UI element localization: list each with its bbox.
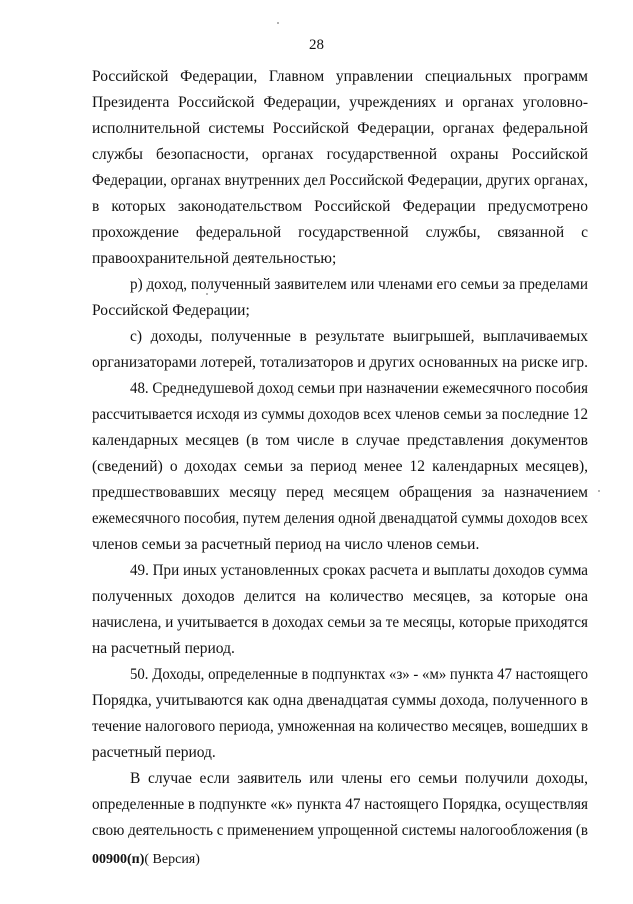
text-line: течение налогового периода, умноженная на количество месяцев, вошедших в: [92, 718, 588, 735]
text-line: рассчитывается исходя из суммы доходов всех членов семьи за последние 12: [92, 406, 588, 423]
page-number: 28: [309, 37, 324, 53]
text-line: Президента Российской Федерации, учреждениях и органах уголовно-: [92, 94, 588, 111]
text-line: начислена, и учитывается в доходах семьи за те месяцы, которые приходятся: [92, 614, 588, 631]
scan-speck: [277, 22, 279, 24]
text-line: Российской Федерации;: [92, 302, 250, 319]
document-code: 00900(п): [92, 852, 145, 867]
text-line: свою деятельность с применением упрощенной системы налогообложения (в: [92, 822, 588, 839]
text-line: расчетный период.: [92, 744, 216, 761]
text-line: ежемесячного пособия, путем деления одной двенадцатой суммы доходов всех: [92, 510, 588, 527]
text-line: предшествовавших месяцу перед месяцем обращения за назначением: [92, 484, 588, 501]
text-line: в которых законодательством Российской Федерации предусмотрено: [92, 198, 588, 215]
text-line: службы безопасности, органах государственной охраны Российской: [92, 146, 588, 163]
text-line: на расчетный период.: [92, 640, 235, 657]
text-line: Федерации, органах внутренних дел Российской Федерации, других органах,: [92, 172, 588, 189]
text-line: исполнительной системы Российской Федерации, органах федеральной: [92, 120, 588, 137]
document-body: [92, 64, 588, 844]
text-line: организаторами лотерей, тотализаторов и других основанных на риске игр.: [92, 354, 588, 371]
text-line: 48. Среднедушевой доход семьи при назначении ежемесячного пособия: [130, 380, 588, 397]
text-line: полученных доходов делится на количество месяцев, за которые она: [92, 588, 588, 605]
text-line: прохождение федеральной государственной службы, связанной с: [92, 224, 588, 241]
text-line: членов семьи за расчетный период на число членов семьи.: [92, 536, 480, 553]
document-footer: [92, 851, 200, 869]
text-line: с) доходы, полученные в результате выигрышей, выплачиваемых: [130, 328, 588, 345]
text-line: Российской Федерации, Главном управлении специальных программ: [92, 68, 588, 85]
text-line: правоохранительной деятельностью;: [92, 250, 337, 267]
text-line: 49. При иных установленных сроках расчета и выплаты доходов сумма: [130, 562, 588, 579]
text-line: (сведений) о доходах семьи за период менее 12 календарных месяцев),: [92, 458, 588, 475]
text-line: календарных месяцев (в том числе в случае представления документов: [92, 432, 588, 449]
text-line: р) доход, полученный заявителем или членами его семьи за пределами: [130, 276, 588, 293]
scan-speck: [206, 293, 208, 295]
scan-speck: [598, 490, 600, 492]
text-line: Порядка, учитываются как одна двенадцатая суммы дохода, полученного в: [92, 692, 588, 709]
text-line: определенные в подпункте «к» пункта 47 настоящего Порядка, осуществляя: [92, 796, 588, 813]
document-version: ( Версия): [144, 852, 200, 867]
text-line: В случае если заявитель или члены его семьи получили доходы,: [130, 770, 588, 787]
text-line: 50. Доходы, определенные в подпунктах «з» - «м» пункта 47 настоящего: [130, 666, 588, 683]
